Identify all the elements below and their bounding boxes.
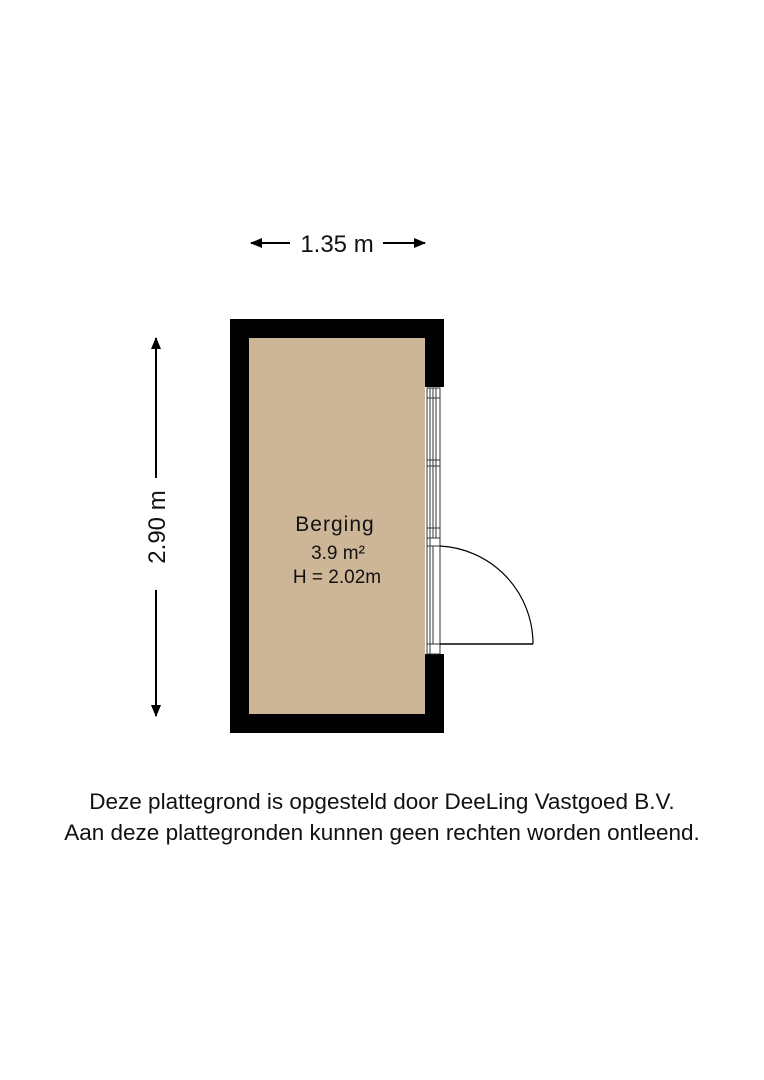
width-label: 1.35 m xyxy=(300,231,374,258)
window xyxy=(427,388,440,538)
door-swing xyxy=(440,546,533,644)
door-frame xyxy=(427,538,440,654)
height-label: 2.90 m xyxy=(144,490,171,564)
wall-stub-bottom xyxy=(425,654,444,714)
wall-stub-top xyxy=(425,338,444,387)
room-area: 3.9 m² xyxy=(311,543,365,564)
room-name: Berging xyxy=(295,513,375,536)
door-arc xyxy=(440,546,533,644)
disclaimer-line-2: Aan deze plattegronden kunnen geen rechten worden ontleend. xyxy=(64,820,700,845)
height-dimension xyxy=(144,338,171,716)
room-berging xyxy=(230,319,533,733)
room-height: H = 2.02m xyxy=(292,567,382,588)
width-dimension xyxy=(251,231,425,258)
disclaimer-line-1: Deze plattegrond is opgesteld door DeeLing Vastgoed B.V. xyxy=(89,789,675,814)
